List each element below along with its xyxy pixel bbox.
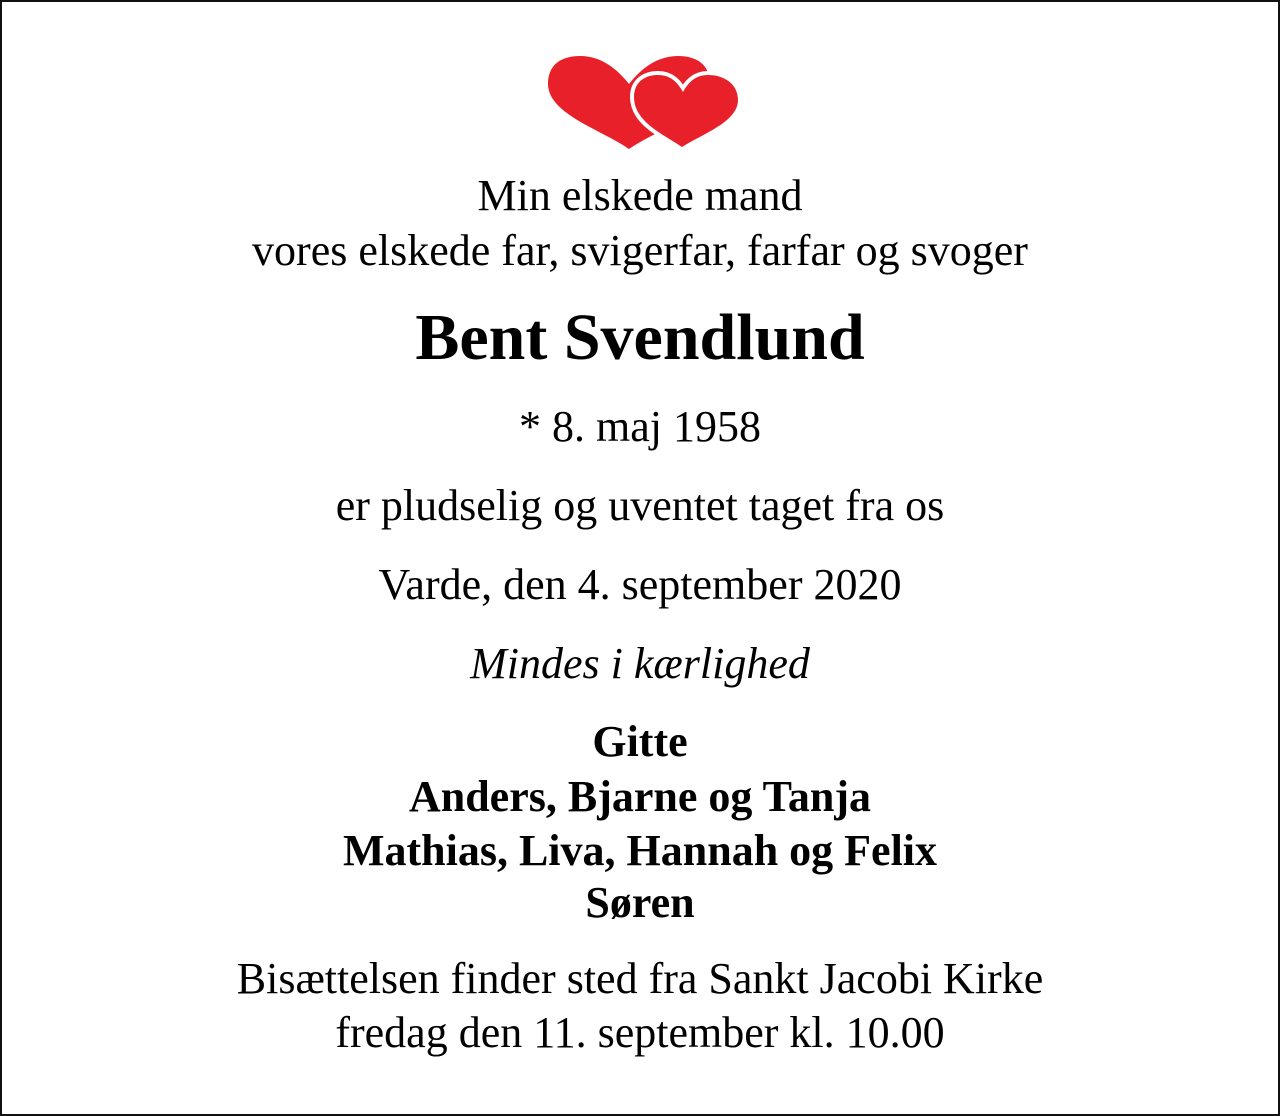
birth-date: * 8. maj 1958	[519, 402, 761, 451]
memory-text: Mindes i kærlighed	[470, 639, 810, 688]
family-line-grandchildren: Mathias, Liva, Hannah og Felix	[342, 826, 938, 875]
intro-line-2: vores elskede far, svigerfar, farfar og svoger	[252, 226, 1028, 275]
place-date: Varde, den 4. september 2020	[378, 560, 902, 609]
death-text: er pludselig og uventet taget fra os	[335, 481, 945, 530]
family-line-spouse: Gitte	[592, 717, 688, 766]
deceased-name: Bent Svendlund	[415, 301, 865, 374]
intro-line-1: Min elskede mand	[477, 171, 803, 220]
family-line-sibling: Søren	[585, 878, 695, 927]
funeral-line-2: fredag den 11. september kl. 10.00	[335, 1008, 945, 1057]
two-hearts-icon	[542, 42, 742, 152]
funeral-line-1: Bisættelsen finder sted fra Sankt Jacobi Kirke	[236, 954, 1044, 1003]
family-line-children: Anders, Bjarne og Tanja	[408, 772, 872, 821]
